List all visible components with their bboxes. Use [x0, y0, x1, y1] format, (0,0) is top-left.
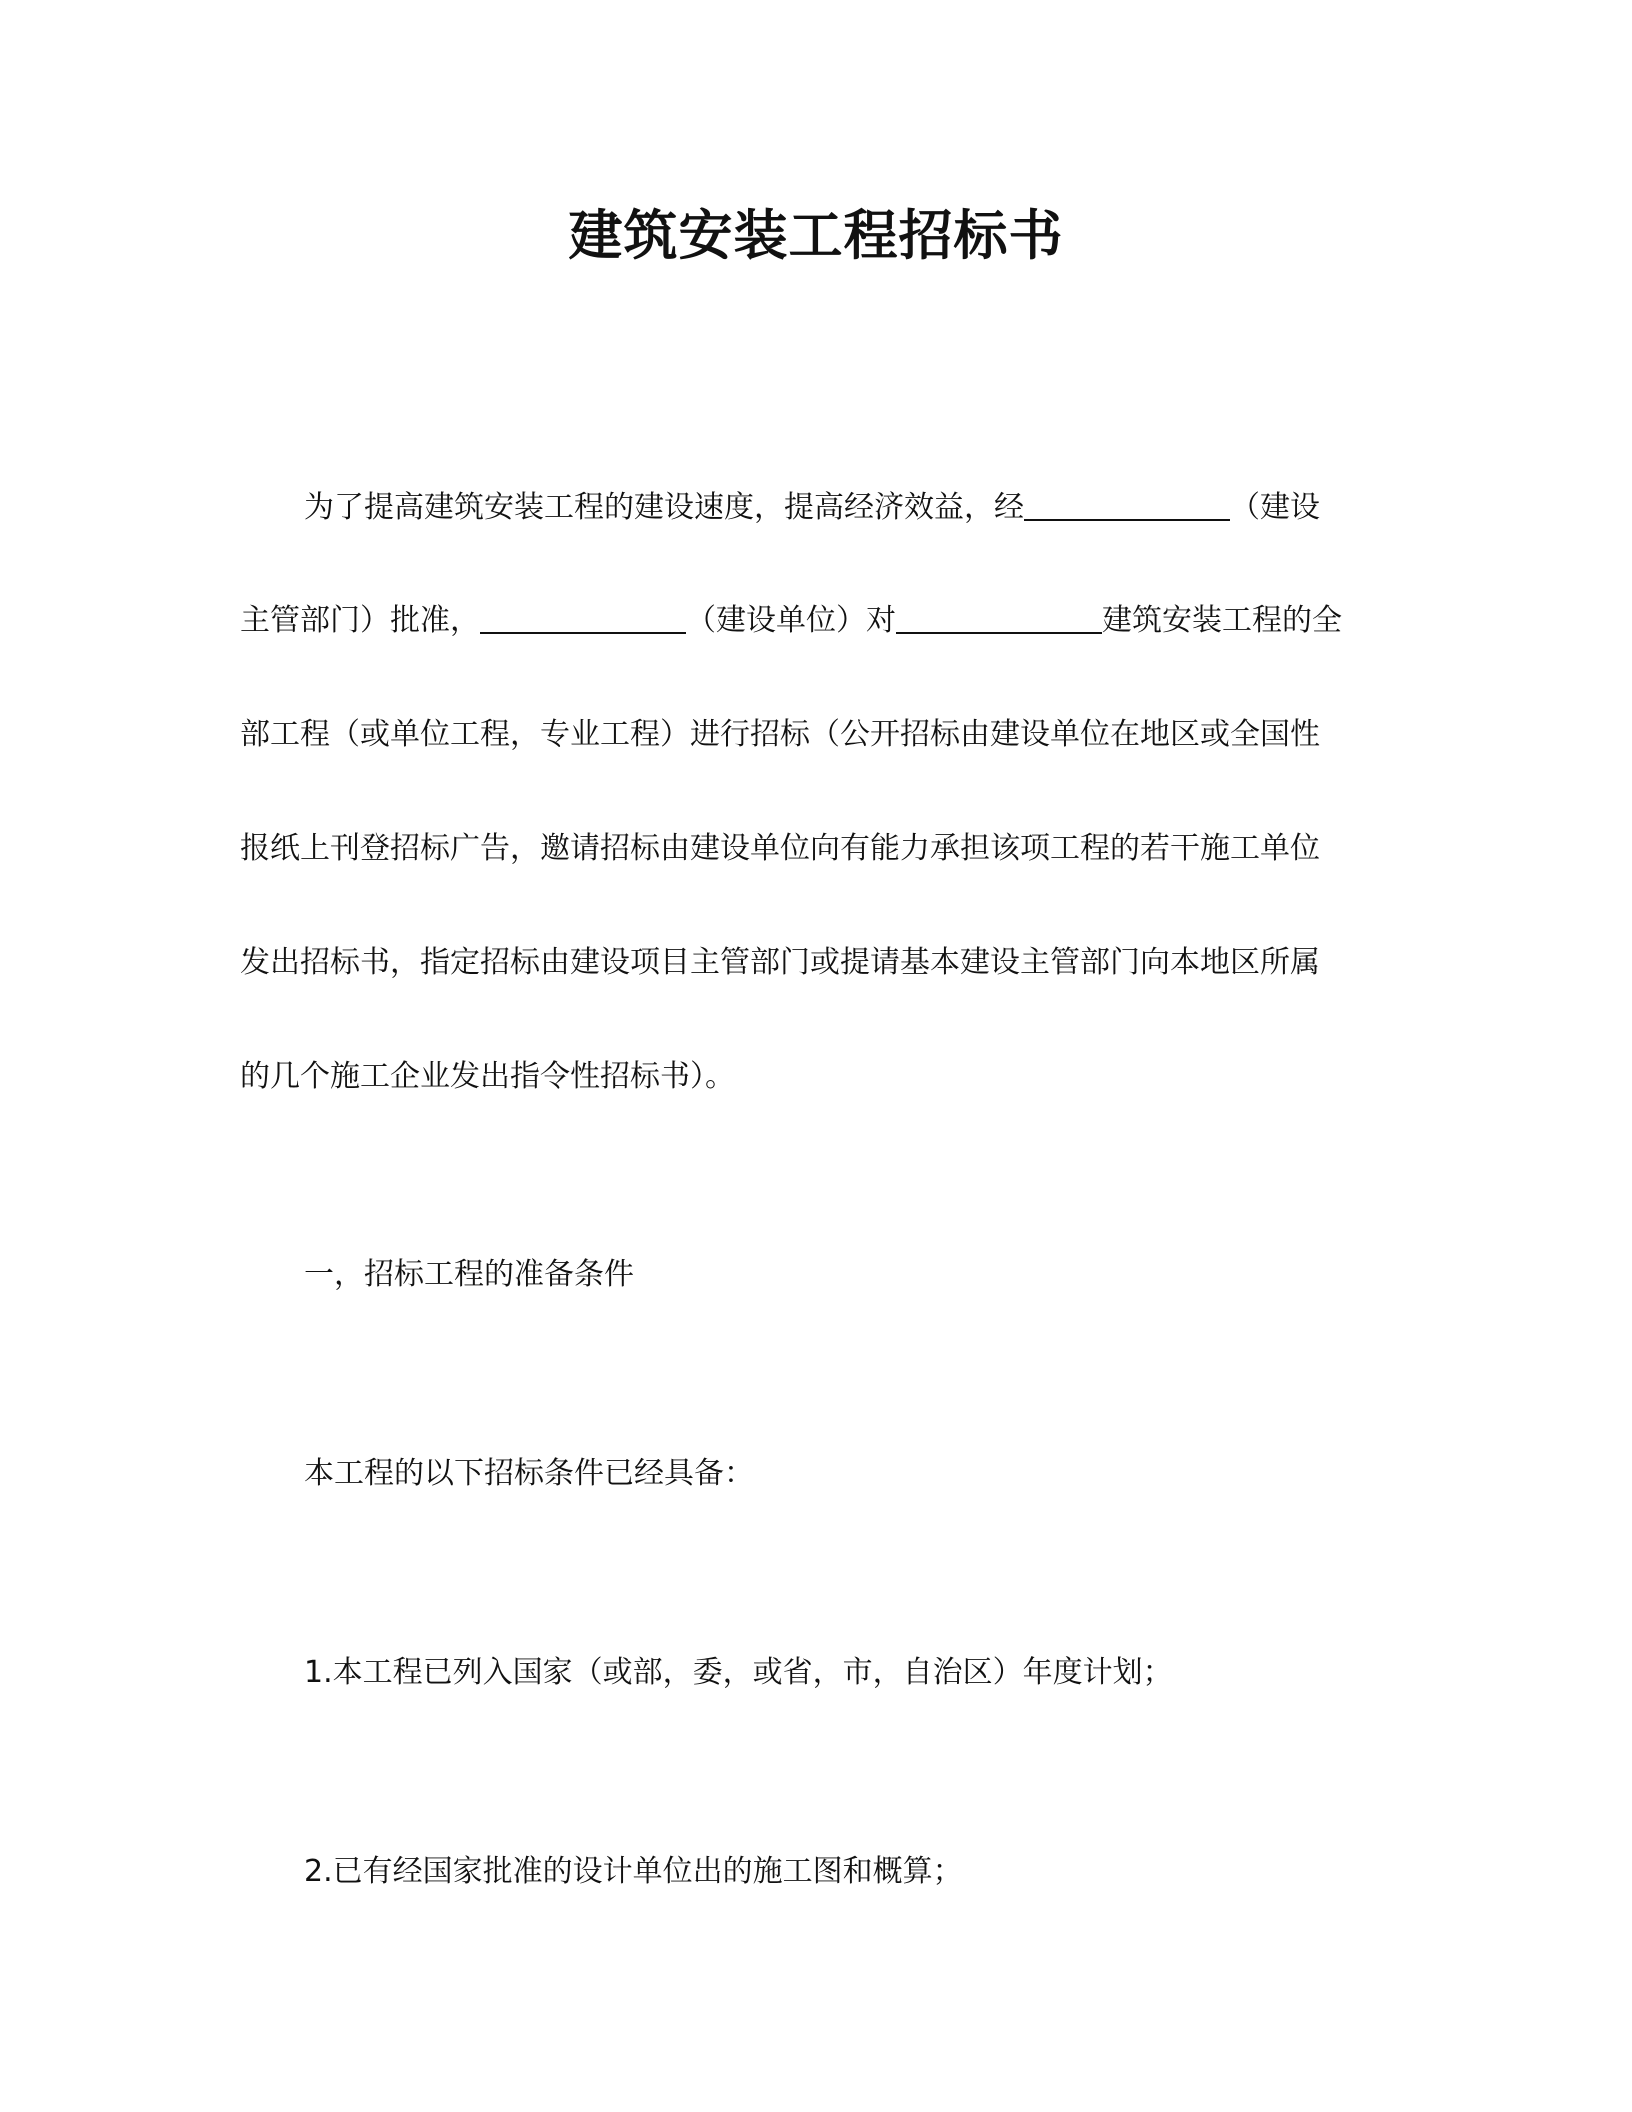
list-item: 2.已有经国家批准的设计单位出的施工图和概算； [304, 1854, 963, 1889]
intro-line-2 [240, 599, 1342, 643]
section-heading: 一，招标工程的准备条件 [304, 1257, 634, 1292]
blank-field-authority[interactable] [1024, 489, 1230, 521]
section-lead: 本工程的以下招标条件已经具备： [304, 1456, 754, 1491]
intro-text: 主管部门）批准， [240, 603, 480, 638]
intro-line-6: 的几个施工企业发出指令性招标书）。 [240, 1059, 735, 1094]
intro-line-5: 发出招标书，指定招标由建设项目主管部门或提请基本建设主管部门向本地区所属 [240, 945, 1320, 980]
blank-field-project[interactable] [896, 602, 1102, 634]
intro-text: 为了提高建筑安装工程的建设速度，提高经济效益，经 [304, 490, 1024, 525]
intro-line-1 [304, 486, 1320, 530]
intro-text: 建筑安装工程的全 [1102, 603, 1342, 638]
intro-text: （建设单位）对 [686, 603, 896, 638]
blank-field-builder[interactable] [480, 602, 686, 634]
intro-text: （建设 [1230, 490, 1320, 525]
document-title: 建筑安装工程招标书 [568, 204, 1064, 267]
intro-line-4: 报纸上刊登招标广告，邀请招标由建设单位向有能力承担该项工程的若干施工单位 [240, 831, 1320, 866]
intro-line-3: 部工程（或单位工程，专业工程）进行招标（公开招标由建设单位在地区或全国性 [240, 717, 1320, 752]
list-item: 1.本工程已列入国家（或部，委，或省，市，自治区）年度计划； [304, 1655, 1173, 1690]
